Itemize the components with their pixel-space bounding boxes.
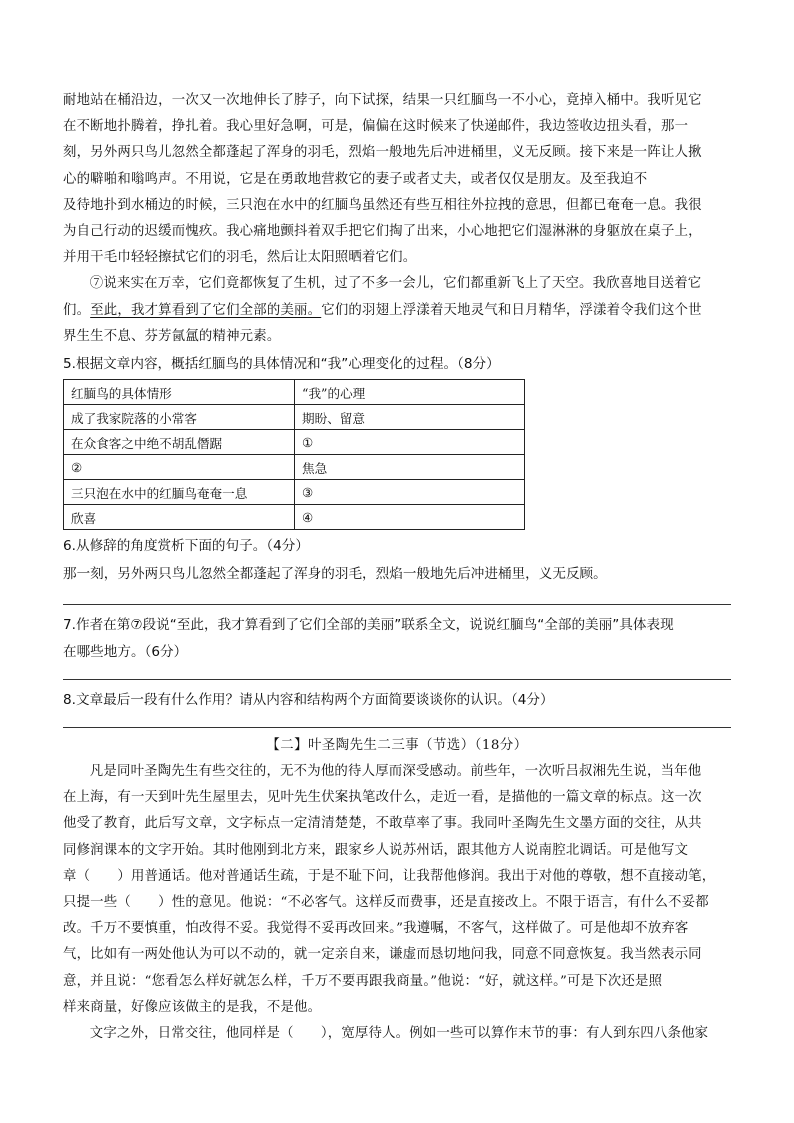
table-cell[interactable]: ③ bbox=[295, 480, 525, 505]
table-header-cell: 红腼鸟的具体情形 bbox=[64, 380, 295, 405]
passage-line: 在上海，有一天到叶先生屋里去，见叶先生伏案执笔改什么，走近一看，是描他的一篇文章的标点。这一次 bbox=[63, 790, 702, 806]
table-header-row bbox=[64, 380, 525, 405]
table-cell[interactable]: ① bbox=[295, 430, 525, 455]
passage-line: 改。千万不要慎重，怕改得不妥。我觉得不妥再改回来。”我遵嘱，不客气，这样做了。可是他却不放弃客 bbox=[63, 921, 689, 937]
table-cell[interactable]: ④ bbox=[295, 505, 525, 530]
story-line: 并用干毛巾轻轻擦拭它们的羽毛，然后让太阳照晒着它们。 bbox=[63, 250, 417, 266]
question-8-prompt: 8.文章最后一段有什么作用？请从内容和结构两个方面简要谈谈你的认识。（4分） bbox=[63, 692, 554, 709]
passage-line: 气，比如有一两处他认为可以不动的，就一定亲自来，谦虚而恳切地问我，同意不同意恢复。我当然表示同 bbox=[63, 947, 702, 963]
question-6-prompt: 6.从修辞的角度赏析下面的句子。（4分） bbox=[63, 538, 309, 555]
passage-line: 凡是同叶圣陶先生有些交往的，无不为他的待人厚而深受感动。前些年，一次听吕叔湘先生说，当年他 bbox=[89, 764, 702, 780]
answer-table bbox=[63, 379, 525, 530]
story-line: 耐地站在桶沿边，一次又一次地伸长了脖子，向下试探，结果一只红腼鸟一不小心，竟掉入桶中。我听见它 bbox=[63, 93, 702, 108]
table-cell: 期盼、留意 bbox=[295, 405, 525, 430]
paragraph-7-line1: ⑦说来实在万幸，它们竟都恢复了生机，过了不多一会儿，它们都重新飞上了天空。我欣喜地目送着它 bbox=[89, 276, 702, 292]
passage-line: 意，并且说：“您看怎么样好就怎么样，千万不要再跟我商量。”他说：“好，就这样。”可是下次还是照 bbox=[63, 973, 663, 989]
passage-line: 样来商量，好像应该做主的是我，不是他。 bbox=[63, 999, 322, 1015]
underlined-sentence: 至此，我才算看到了它们全部的美丽。 bbox=[90, 302, 322, 318]
table-row bbox=[64, 480, 525, 505]
question-5-prompt: 5.根据文章内容，概括红腼鸟的具体情况和“我”心理变化的过程。（8分） bbox=[63, 356, 500, 373]
story-line: 刻，另外两只鸟儿忽然全都蓬起了浑身的羽毛，烈焰一般地先后冲进桶里，义无反顾。接下来是一阵让人揪 bbox=[63, 145, 702, 161]
section-2-passage bbox=[63, 759, 731, 1047]
story-line: 在不断地扑腾着，挣扎着。我心里好急啊，可是，偏偏在这时候来了快递邮件，我边签收边扭头看，那一 bbox=[63, 119, 689, 135]
answer-line[interactable] bbox=[63, 679, 731, 680]
passage-line: 文字之外，日常交往，他同样是（ ），宽厚待人。例如一些可以算作末节的事：有人到东四八条他家 bbox=[89, 1026, 709, 1042]
passage-line: 他受了教育，此后写文章，文字标点一定清清楚楚，不敢草率了事。我同叶圣陶先生文墨方面的交往，从共 bbox=[63, 816, 702, 832]
question-7-line2: 在哪些地方。（6分） bbox=[63, 644, 188, 661]
story-line: 为自己行动的迟缓而愧疚。我心痛地颤抖着双手把它们掏了出来，小心地把它们湿淋淋的身躯放在桌子上， bbox=[63, 224, 702, 240]
passage-line: 章（ ）用普通话。他对普通话生疏，于是不耻下问，让我帮他修润。我出于对他的尊敬，想不直接动笔， bbox=[63, 868, 716, 884]
table-cell: 在众食客之中绝不胡乱僭踞 bbox=[64, 430, 295, 455]
question-6-sentence: 那一刻，另外两只鸟儿忽然全都蓬起了浑身的羽毛，烈焰一般地先后冲进桶里，义无反顾。 bbox=[63, 566, 607, 583]
paragraph-7-line3: 界生生不息、芬芳氤氲的精神元素。 bbox=[63, 328, 281, 344]
table-cell: 欣喜 bbox=[64, 505, 295, 530]
table-row bbox=[64, 430, 525, 455]
question-7-line1: 7.作者在第⑦段说“至此，我才算看到了它们全部的美丽”联系全文，说说红腼鸟“全部的美丽”具体表现 bbox=[63, 617, 674, 634]
story-part1 bbox=[63, 88, 731, 350]
table-row bbox=[64, 505, 525, 530]
table-cell[interactable]: ② bbox=[64, 455, 295, 480]
story-line: 及待地扑到水桶边的时候，三只泡在水中的红腼鸟虽然还有些互相往外拉拽的意思，但都已奄奄一息。我很 bbox=[63, 197, 702, 213]
paragraph-7-line2 bbox=[63, 298, 731, 324]
table-row bbox=[64, 455, 525, 480]
table-cell: 焦急 bbox=[295, 455, 525, 480]
passage-line: 只提一些（ ）性的意见。他说：“不必客气。这样反而费事，还是直接改上。不限于语言，有什么不妥都 bbox=[63, 895, 709, 911]
table-cell: 三只泡在水中的红腼鸟奄奄一息 bbox=[64, 480, 295, 505]
p7-text-b: 它们的羽翅上浮漾着天地灵气和日月精华，浮漾着令我们这个世 bbox=[321, 302, 702, 318]
story-line: 心的噼啪和嗡鸣声。不用说，它是在勇敢地营救它的妻子或者丈夫，或者仅仅是朋友。及至我迫不 bbox=[63, 171, 648, 187]
answer-line[interactable] bbox=[63, 727, 731, 728]
table-cell: 成了我家院落的小常客 bbox=[64, 405, 295, 430]
table-header-cell: “我”的心理 bbox=[295, 380, 525, 405]
table-row bbox=[64, 405, 525, 430]
exam-page bbox=[63, 88, 731, 1047]
p7-text-a: 们。 bbox=[63, 302, 91, 318]
answer-line[interactable] bbox=[63, 604, 731, 605]
section-2-title: 【二】叶圣陶先生二三事（节选）（18分） bbox=[266, 738, 528, 754]
passage-line: 同修润课本的文字开始。其时他刚到北方来，跟家乡人说苏州话，跟其他方人说南腔北调话。可是他写文 bbox=[63, 842, 689, 858]
